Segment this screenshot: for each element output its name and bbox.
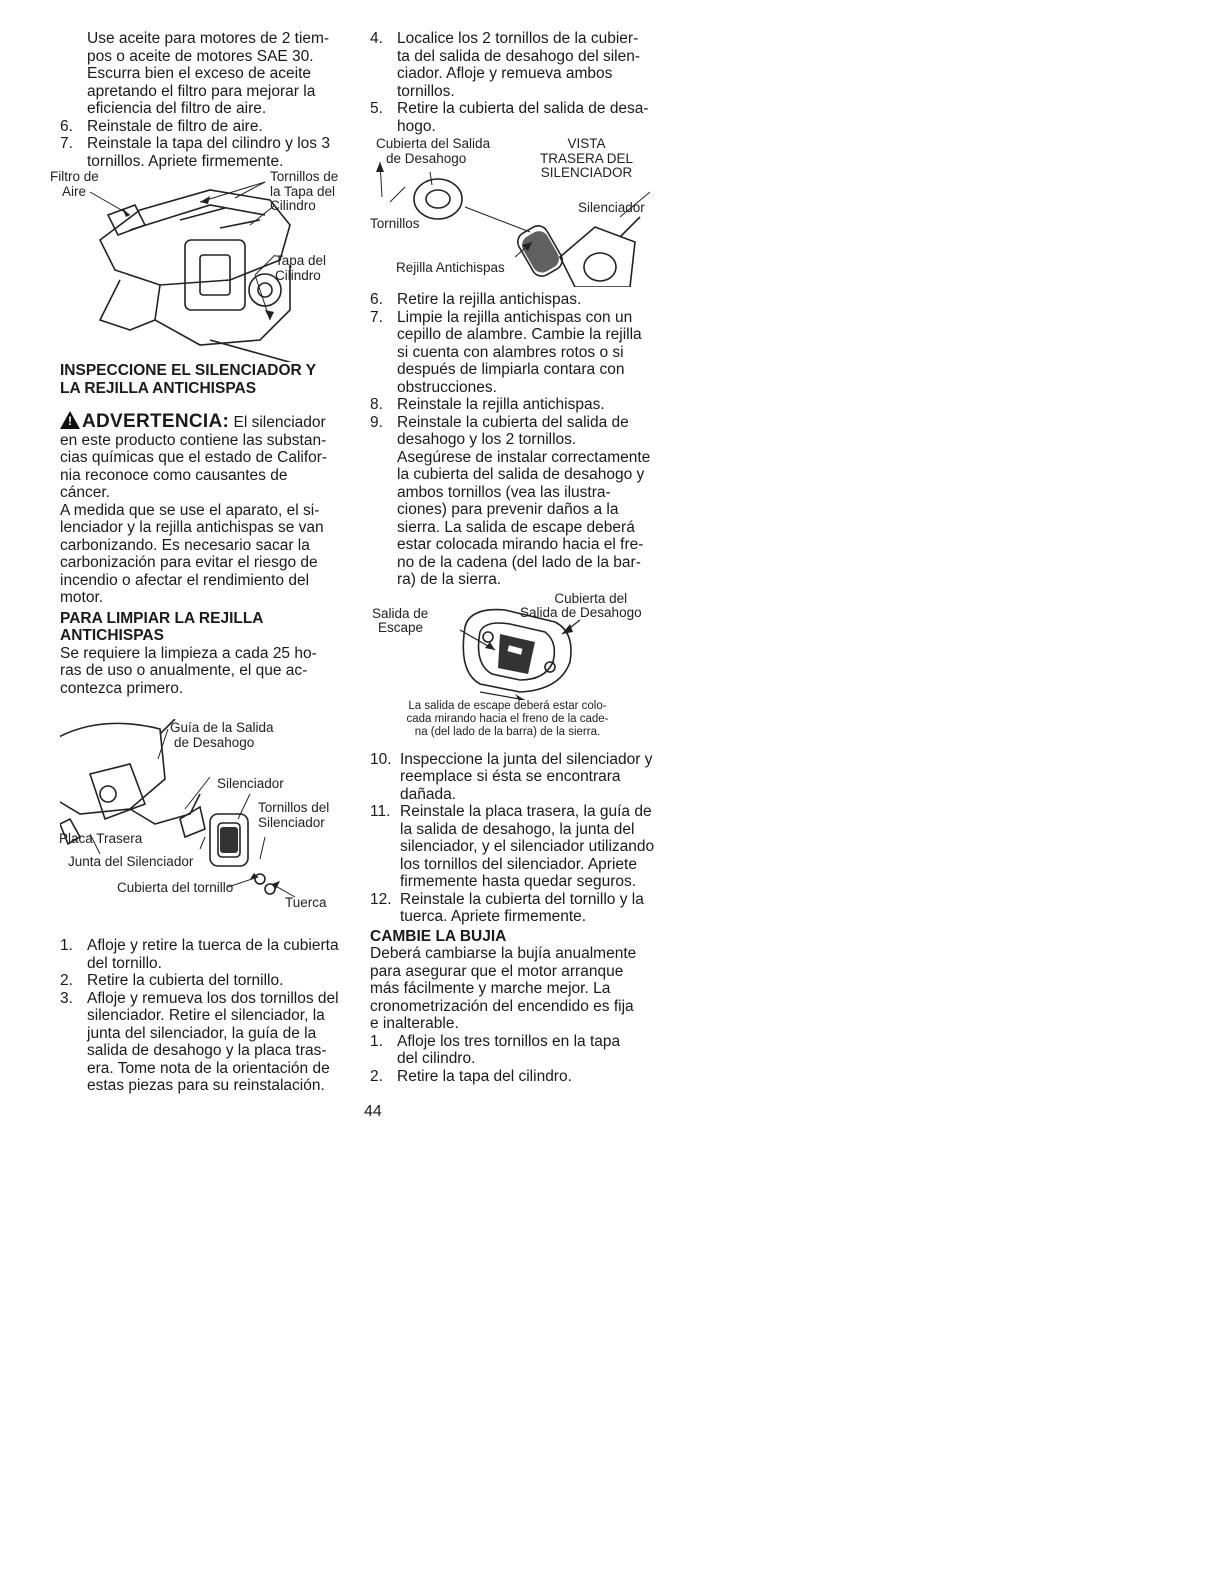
step-12: 12. Reinstale la cubierta del tornillo y la tuerca. Apriete firmemente. (370, 890, 644, 925)
label-salida-escape: Salida de Escape (372, 605, 429, 635)
carbon-paragraph: A medida que se use el aparato, el si- lenciador y la rejilla antichispas se van carbonizando. Es necesario sacar la carbonización para evitar el riesgo de incendio o afectar el rendimiento del motor. (60, 501, 324, 606)
spark-plug-steps (370, 1033, 670, 1086)
label-silenciador-rear: Silenciador (578, 200, 645, 215)
step-6-right: 6. Retire la rejilla antichispas. (370, 291, 582, 308)
label-silenciador: Silenciador (217, 776, 284, 791)
label-vista-trasera: VISTA TRASERA DEL SILENCIADOR (540, 136, 634, 180)
figure-muffler-exploded (60, 719, 355, 937)
figure-cylinder-cover (50, 169, 355, 362)
step-9-right: 9. Reinstale la cubierta del salida de desahogo y los 2 tornillos. Asegúrese de instalar correctamente la cubierta del salida de desahogo y ambos tornillos (vea las ilustra- ciones) para prevenir daños a la sierra. La salida de escape deberá estar colocada mirando hacia el fre- no de la cadena (del lado de la bar- ra) de la sierra. (370, 413, 651, 588)
left-column (50, 30, 355, 1095)
warning-title: ADVERTENCIA: (82, 411, 230, 432)
label-tornillos-rear: Tornillos (370, 216, 420, 231)
label-guia-salida: Guía de la Salida de Desahogo (170, 720, 274, 750)
right-column (370, 30, 670, 1085)
label-cubierta-salida: Cubierta del Salida de Desahogo (376, 136, 491, 166)
step-3: 3. Afloje y remueva los dos tornillos del silenciador. Retire el silenciador, la junta del silenciador, la guía de la salida de desahogo y la placa tras- era. Tome nota de la orientación de estas piezas para su reinstalación. (60, 989, 339, 1094)
figure-exhaust-cover (370, 592, 670, 700)
label-cubierta-salida-desahogo: Cubierta del Salida de Desahogo (520, 590, 642, 620)
label-junta-silenciador: Junta del Silenciador (68, 854, 194, 869)
step-7-right: 7. Limpie la rejilla antichispas con un cepillo de alambre. Cambie la rejilla si cuenta con alambres rotos o si después de limpiarla contara con obstrucciones. (370, 308, 642, 396)
step-4: 4. Localice los 2 tornillos de la cubier- ta del salida de desahogo del silen- ciador. Afloje y remueva ambos tornillos. (370, 30, 641, 100)
label-tuerca: Tuerca (285, 895, 327, 910)
steps-1-3 (60, 937, 355, 1095)
step-11: 11. Reinstale la placa trasera, la guía de la salida de desahogo, la junta del silenciador, y el silenciador utilizando los tornillos del silenciador. Apriete firmemente hasta quedar seguros. (370, 803, 655, 890)
label-rejilla: Rejilla Antichispas (396, 260, 505, 275)
label-filtro-aire: Filtro de Aire (50, 169, 99, 199)
steps-10-12 (370, 751, 670, 926)
label-placa-trasera: Placa Trasera (59, 831, 143, 846)
step-2: 2. Retire la cubierta del tornillo. (60, 972, 284, 989)
step-8-right: 8. Reinstale la rejilla antichispas. (370, 396, 605, 413)
cleaning-interval: Se requiere la limpieza a cada 25 ho- ras de uso o anualmente, el que ac- contezca primero. (60, 644, 317, 697)
heading-spark-plug: CAMBIE LA BUJIA (370, 927, 507, 945)
oil-instructions: Use aceite para motores de 2 tiem- pos o aceite de motores SAE 30. Escurra bien el exceso de aceite apretando el filtro para mejorar la eficiencia del filtro de aire. (87, 30, 330, 117)
step-5: 5. Retire la cubierta del salida de desa- hogo. (370, 100, 649, 135)
label-cubierta-tornillo: Cubierta del tornillo (117, 880, 234, 895)
heading-inspect-muffler: INSPECCIONE EL SILENCIADOR Y LA REJILLA ANTICHISPAS (60, 362, 317, 397)
warning-block: ! ADVERTENCIA: El silenciador en este producto contiene las substan- cias químicas que el estado de Califor- nia reconoce como causantes de cáncer. (60, 411, 328, 501)
spark-step-2: 2. Retire la tapa del cilindro. (370, 1067, 572, 1085)
spark-step-1: 1. Afloje los tres tornillos en la tapa del cilindro. (370, 1032, 621, 1067)
label-tornillos-tapa: Tornillos de la Tapa del Cilindro (270, 169, 339, 213)
spark-plug-paragraph: Deberá cambiarse la bujía anualmente para asegurar que el motor arranque más fácilmente y marche mejor. La cronometrización del encendido es fija e inalterable. (370, 945, 637, 1032)
label-tornillos-silenciador: Tornillos del Silenciador (258, 800, 330, 830)
steps-6-9 (370, 291, 670, 589)
heading-clean-screen: PARA LIMPIAR LA REJILLA ANTICHISPAS (60, 609, 264, 644)
page-number: 44 (364, 1103, 382, 1120)
step-10: 10. Inspeccione la junta del silenciador y reemplace si ésta se encontrara dañada. (370, 750, 653, 803)
warning-icon: ! (60, 411, 80, 429)
label-tapa-cilindro: Tapa del Cilindro (275, 253, 327, 283)
step-1: 1. Afloje y retire la tuerca de la cubierta del tornillo. (60, 937, 339, 972)
exhaust-caption: La salida de escape deberá estar colo- cada mirando hacia el freno de la cade- na (del lado de la barra) de la sierra. (406, 699, 609, 738)
step-7-reinstall-cover: 7. Reinstale la tapa del cilindro y los 3 tornillos. Apriete firmemente. (60, 135, 330, 170)
figure-muffler-rear-view (370, 137, 670, 287)
step-6-reinstall-filter: 6. Reinstale de filtro de aire. (60, 117, 263, 135)
